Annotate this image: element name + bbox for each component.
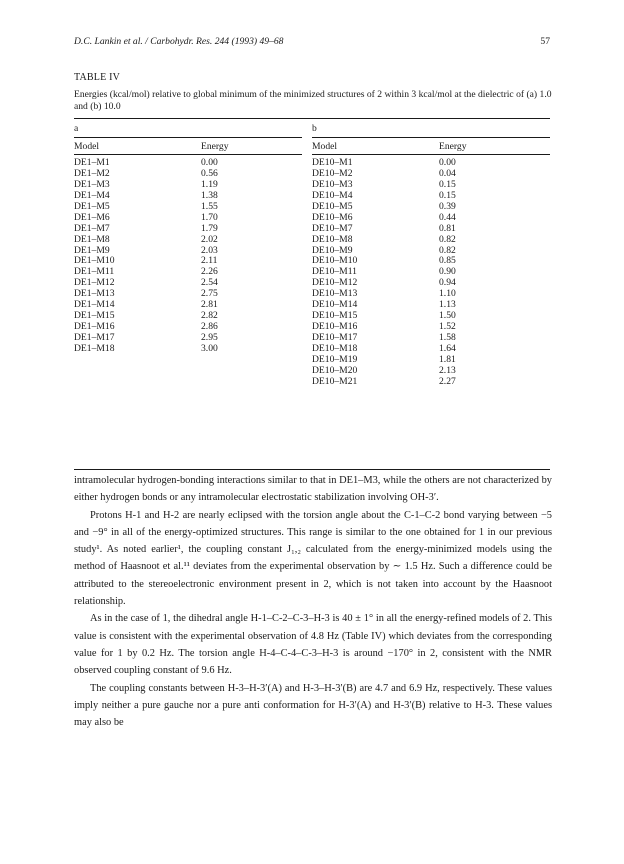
model-cell: DE10–M16 [312, 321, 358, 333]
model-cell: DE1–M16 [74, 321, 115, 333]
energy-cell: 1.38 [201, 189, 218, 201]
running-head-citation: D.C. Lankin et al. / Carbohydr. Res. 244 (1993) 49–68 [74, 36, 284, 47]
model-cell: DE1–M10 [74, 255, 115, 267]
energy-cell: 1.79 [201, 222, 218, 234]
model-cell: DE10–M17 [312, 332, 358, 343]
energy-cell: 3.00 [201, 342, 218, 354]
energy-cell: 2.13 [439, 364, 456, 376]
panel-b-rule [312, 137, 550, 138]
table-panel-b [312, 123, 550, 458]
panel-a-header-rule [74, 154, 302, 155]
model-cell: DE10–M9 [312, 244, 353, 256]
model-cell: DE1–M9 [74, 244, 110, 256]
panel-b-label: b [312, 123, 317, 134]
model-cell: DE10–M13 [312, 288, 358, 300]
energy-cell: 2.95 [201, 332, 218, 343]
energy-cell: 0.56 [201, 167, 218, 179]
energy-cell: 1.50 [439, 310, 456, 322]
model-cell: DE10–M21 [312, 375, 358, 387]
table-top-rule [74, 118, 550, 119]
energy-cell: 1.64 [439, 342, 456, 354]
energy-cell: 2.11 [201, 255, 218, 267]
model-cell: DE1–M7 [74, 222, 110, 234]
model-cell: DE10–M7 [312, 222, 353, 234]
energy-cell: 1.58 [439, 332, 456, 343]
energy-cell: 0.82 [439, 244, 456, 256]
model-cell: DE1–M2 [74, 167, 110, 179]
table-caption: Energies (kcal/mol) relative to global minimum of the minimized structures of 2 within 3 kcal/mol at the dielectric of (a) 1.0 and (b) 10.0 [74, 89, 552, 112]
model-cell: DE10–M8 [312, 233, 353, 245]
model-cell: DE10–M5 [312, 200, 353, 212]
panel-a-header-energy: Energy [201, 141, 229, 152]
energy-cell: 2.75 [201, 288, 218, 300]
model-cell: DE1–M6 [74, 211, 110, 223]
model-cell: DE10–M14 [312, 299, 358, 311]
panel-b-header-rule [312, 154, 550, 155]
running-head [74, 36, 550, 50]
model-cell: DE10–M3 [312, 178, 353, 190]
model-cell: DE1–M12 [74, 277, 115, 289]
model-cell: DE1–M18 [74, 342, 115, 354]
energy-cell: 0.15 [439, 189, 456, 201]
energy-cell: 2.02 [201, 233, 218, 245]
energy-cell: 2.82 [201, 310, 218, 322]
panel-a-label: a [74, 123, 79, 134]
energy-cell: 0.81 [439, 222, 456, 234]
energy-cell: 1.13 [439, 299, 456, 311]
model-cell: DE1–M5 [74, 200, 110, 212]
energy-cell: 0.82 [439, 233, 456, 245]
energy-cell: 1.10 [439, 288, 456, 300]
paragraph-3: As in the case of 1, the dihedral angle H-1–C-2–C-3–H-3 is 40 ± 1° in all the energy-refined models of 2. This value is consistent with the experimental observation of 4.8 Hz (Table IV) which deviates from the corresponding value for 1 by 0.2 Hz. The torsion angle H-4–C-4–C-3–H-3 is around −170° in 2, consistent with the NMR observed coupling constant of 9.6 Hz. [74, 613, 552, 677]
energy-cell: 2.03 [201, 244, 218, 256]
energy-cell: 0.00 [439, 157, 456, 168]
energy-cell: 1.19 [201, 178, 218, 190]
model-cell: DE10–M15 [312, 310, 358, 322]
model-cell: DE10–M20 [312, 364, 358, 376]
model-cell: DE1–M14 [74, 299, 115, 311]
energy-cell: 1.81 [439, 353, 456, 365]
model-cell: DE1–M3 [74, 178, 110, 190]
model-cell: DE1–M15 [74, 310, 115, 322]
paragraph-2: Protons H-1 and H-2 are nearly eclipsed with the torsion angle about the C-1–C-2 bond varying between −5 and −9° in all of the energy-optimized structures. This range is similar to the one obtained for 1 in our previous study¹. As noted earlier¹, the coupling constant J₁,₂ calculated from the energy-minimized models using the method of Haasnoot et al.¹¹ deviates from the experimental observation by ∼ 1.5 Hz. Such a difference could be attributed to the stereoelectronic environment present in 2, which is not taken into account by the Haasnoot relationship. [74, 509, 552, 608]
model-cell: DE10–M12 [312, 277, 358, 289]
energy-cell: 2.27 [439, 375, 456, 387]
energy-cell: 0.94 [439, 277, 456, 289]
table-panel-a [74, 123, 302, 458]
paragraph-4: The coupling constants between H-3–H-3′(A) and H-3–H-3′(B) are 4.7 and 6.9 Hz, respectively. These values imply neither a pure gauche nor a pure anti conformation for H-3′(A) and H-3′(B) relative to H-3. These values may also be [74, 682, 552, 729]
model-cell: DE1–M1 [74, 157, 110, 168]
energy-cell: 1.52 [439, 321, 456, 333]
model-cell: DE10–M6 [312, 211, 353, 223]
model-cell: DE1–M17 [74, 332, 115, 343]
panel-a-header-model: Model [74, 141, 100, 152]
model-cell: DE1–M13 [74, 288, 115, 300]
energy-cell: 0.15 [439, 178, 456, 190]
energy-cell: 0.44 [439, 211, 456, 223]
model-cell: DE10–M2 [312, 167, 353, 179]
energy-cell: 0.39 [439, 200, 456, 212]
model-cell: DE1–M11 [74, 266, 115, 278]
model-cell: DE10–M19 [312, 353, 358, 365]
page-number: 57 [540, 36, 550, 47]
panel-a-rule [74, 137, 302, 138]
energy-cell: 0.90 [439, 266, 456, 278]
panel-b-header-model: Model [312, 141, 338, 152]
panel-b-header-energy: Energy [439, 141, 467, 152]
energy-cell: 0.85 [439, 255, 456, 267]
energy-cell: 2.81 [201, 299, 218, 311]
energy-cell: 1.55 [201, 200, 218, 212]
table-title: TABLE IV [74, 72, 121, 83]
paragraph-1: intramolecular hydrogen-bonding interactions similar to that in DE1–M3, while the others are not characterized by either hydrogen bonds or any intramolecular electrostatic stabilization involving OH-3′. [74, 475, 552, 504]
model-cell: DE10–M18 [312, 342, 358, 354]
energy-cell: 2.54 [201, 277, 218, 289]
energy-cell: 0.04 [439, 167, 456, 179]
energy-cell: 1.70 [201, 211, 218, 223]
energy-cell: 0.00 [201, 157, 218, 168]
energy-cell: 2.86 [201, 321, 218, 333]
model-cell: DE10–M10 [312, 255, 358, 267]
model-cell: DE10–M4 [312, 189, 353, 201]
energy-cell: 2.26 [201, 266, 218, 278]
model-cell: DE10–M1 [312, 157, 353, 168]
body-text [74, 472, 552, 731]
table-bottom-rule [74, 469, 550, 470]
model-cell: DE10–M11 [312, 266, 357, 278]
model-cell: DE1–M8 [74, 233, 110, 245]
model-cell: DE1–M4 [74, 189, 110, 201]
